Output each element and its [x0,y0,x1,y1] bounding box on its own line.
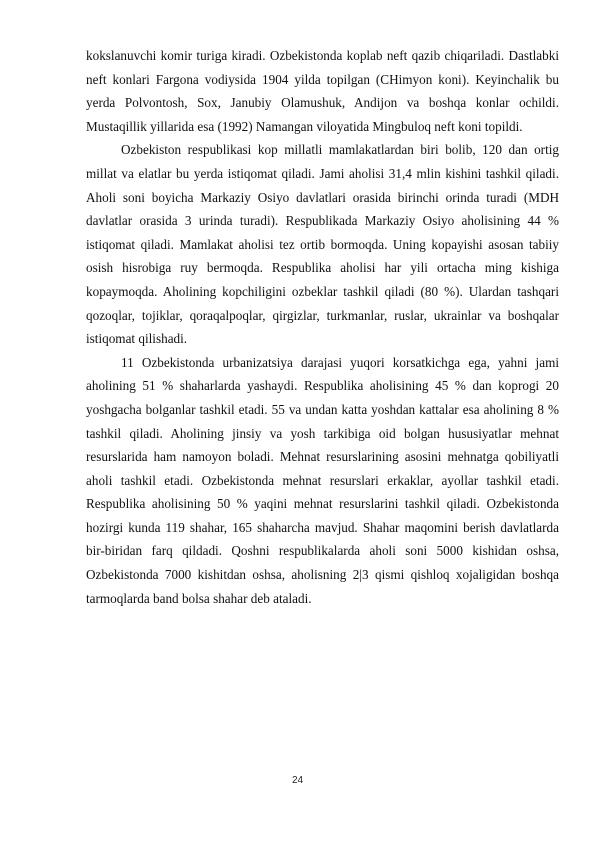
body-text [86,44,559,610]
paragraph-oil-fields: kokslanuvchi komir turiga kiradi. Ozbekistonda koplab neft qazib chiqariladi. Dastlabki neft konlari Fargona vodiysida 1904 yilda topilgan (CHimyon koni). Keyinchalik bu yerda Polvontosh, Sox, Janubiy Olamushuk, Andijon va boshqa konlar ochildi. Mustaqillik yillarida esa (1992) Namangan viloyatida Mingbuloq neft koni topildi. [86,48,559,134]
page-number: 24 [291,775,304,786]
paragraph-urbanization: 11 Ozbekistonda urbanizatsiya darajasi yuqori korsatkichga ega, yahni jami aholining 51 % shaharlarda yashaydi. Respublika aholisining 45 % dan koprogi 20 yoshgacha bolganlar tashkil etadi. 55 va undan katta yoshdan kattalar esa aholining 8 % tashkil qiladi. Aholining jinsiy va yosh tarkibiga oid bolgan hususiyatlar mehnat resurslarida ham namoyon boladi. Mehnat resurslarining asosini mehnatga qobiliyatli aholi tashkil etadi. Ozbekistonda mehnat resurslari erkaklar, ayollar tashkil etadi. Respublika aholisining 50 % yaqini mehnat resurslarini tashkil qiladi. Ozbekistonda hozirgi kunda 119 shahar, 165 shaharcha mavjud. Shahar maqomini berish davlatlarda bir-biridan farq qildadi. Qoshni respublikalarda aholi soni 5000 kishidan oshsa, Ozbekistonda 7000 kishitdan oshsa, aholisning 2|3 qismi qishloq xojaligidan boshqa tarmoqlarda band bolsa shahar deb ataladi. [86,354,559,606]
paragraph-population: Ozbekiston respublikasi kop millatli mamlakatlardan biri bolib, 120 dan ortig millat va elatlar bu yerda istiqomat qiladi. Jami aholisi 31,4 mlin kishini tashkil qiladi. Aholi soni boyicha Markaziy Osiyo davlatlari orasida birinchi orinda turadi (MDH davlatlar orasida 3 urinda turadi). Respublikada Markaziy Osiyo aholisining 44 % istiqomat qiladi. Mamlakat aholisi tez ortib bormoqda. Uning kopayishi asosan tabiiy osish hisrobiga ruy bermoqda. Respublika aholisi har yili ortacha ming kishiga kopaymoqda. Aholining kopchiligini ozbeklar tashkil qiladi (80 %). Ulardan tashqari qozoqlar, tojiklar, qoraqalpoqlar, qirgizlar, turkmanlar, ruslar, ukrainlar va boshqalar istiqomat qilishadi. [86,142,559,347]
